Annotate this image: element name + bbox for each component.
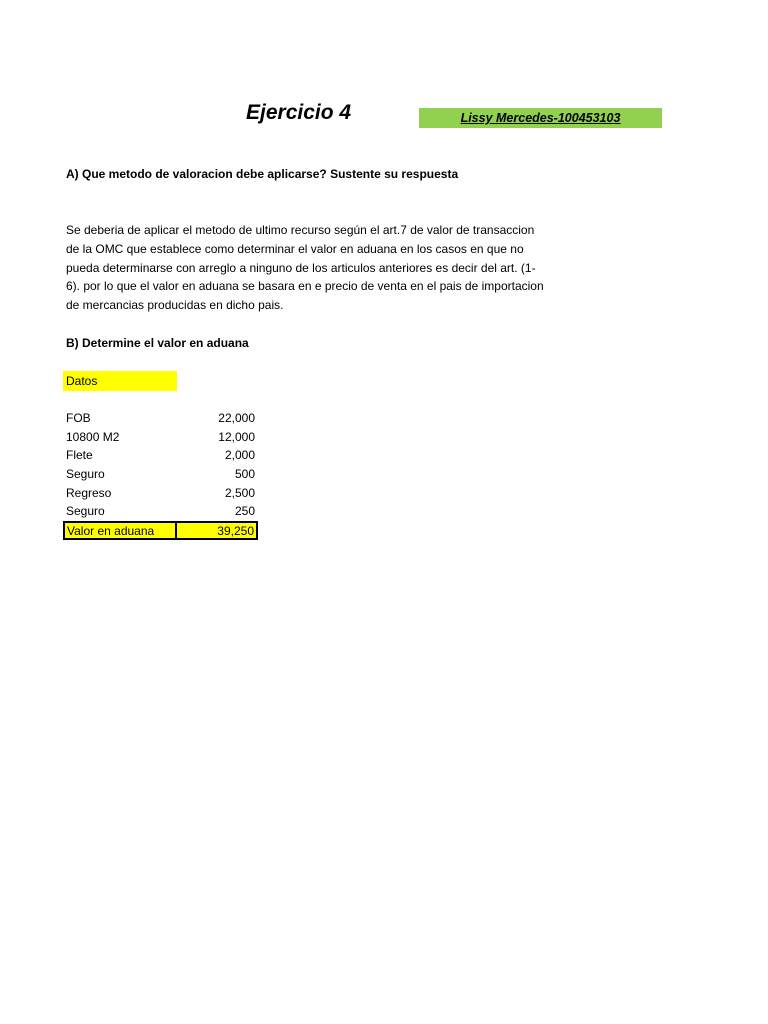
question-b: B) Determine el valor en aduana [66, 336, 249, 350]
answer-line: pueda determinarse con arreglo a ninguno de los articulos anteriores es decir del art. (1- [66, 260, 536, 275]
answer-line: Se deberia de aplicar el metodo de ultimo recurso según el art.7 de valor de transaccion [66, 223, 535, 237]
table-row [63, 428, 258, 447]
table-row [63, 465, 258, 484]
answer-line: de mercancias producidas en dicho pais. [66, 298, 284, 313]
answer-line: de la OMC que establece como determinar el valor en aduana en los casos en que no [66, 241, 524, 256]
table-row [63, 409, 258, 428]
row-value: 2,000 [224, 448, 255, 463]
row-label: FOB [66, 411, 91, 425]
row-value: 22,000 [218, 411, 255, 425]
row-value: 500 [234, 467, 255, 482]
total-row [63, 521, 258, 540]
row-value: 2,500 [224, 485, 255, 500]
table-row [63, 484, 258, 503]
answer-line: 6). por lo que el valor en aduana se basara en e precio de venta en el pais de importacion [66, 279, 544, 294]
datos-label: Datos [63, 371, 177, 391]
page-title: Ejercicio 4 [246, 101, 352, 124]
row-label: Regreso [66, 485, 112, 500]
answer-a [66, 221, 576, 315]
row-label: Flete [66, 448, 93, 463]
row-label: 10800 M2 [66, 429, 120, 444]
table-row [63, 502, 258, 521]
row-value: 250 [234, 504, 255, 519]
total-label: Valor en aduana [63, 521, 177, 540]
question-a: A) Que metodo de valoracion debe aplicarse? Sustente su respuesta [66, 167, 459, 181]
row-label: Seguro [66, 504, 105, 519]
datos-table [63, 409, 258, 540]
total-value: 39,250 [177, 521, 258, 540]
table-row [63, 446, 258, 465]
row-label: Seguro [66, 467, 105, 482]
author-badge: Lissy Mercedes-100453103 [419, 108, 662, 128]
row-value: 12,000 [218, 429, 255, 444]
